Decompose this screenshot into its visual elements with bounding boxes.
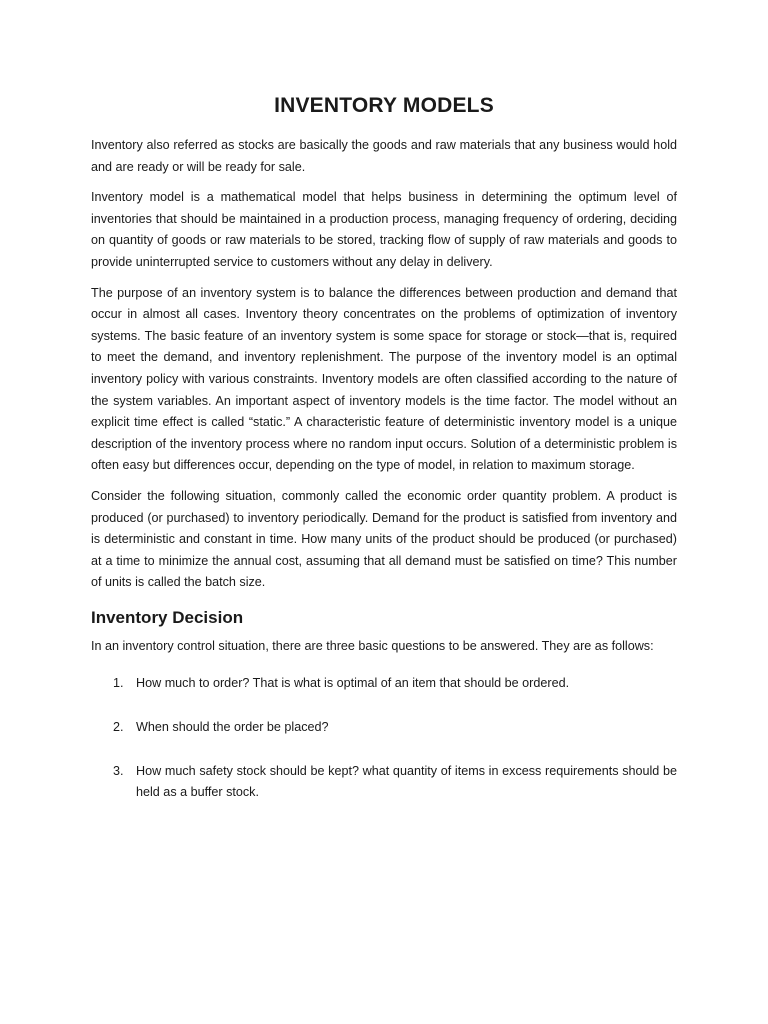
list-item-number: 2. <box>113 720 124 735</box>
paragraph-purpose: The purpose of an inventory system is to balance the differences between production and demand that occur in almost all cases. Inventory theory concentrates on the problems of optimization of inventory systems. The basic feature of an inventory system is some space for storage or stock—that is, required to meet the demand, and inventory replenishment. The purpose of the inventory model is an optimal inventory policy with various constraints. Inventory models are often classified according to the nature of the system variables. An important aspect of inventory models is the time factor. The model without an explicit time effect is called “static.” A characteristic feature of deterministic inventory model is a unique description of the inventory process where no random input occurs. Solution of a deterministic problem is often easy but differences occur, depending on the type of model, in relation to maximum storage. <box>91 285 677 473</box>
list-item <box>91 717 677 739</box>
questions-list <box>91 673 677 803</box>
paragraph-eoq: Consider the following situation, commonly called the economic order quantity problem. A product is produced (or purchased) to inventory periodically. Demand for the product is satisfied from inventory and is deterministic and constant in time. How many units of the product should be produced (or purchased) at a time to minimize the annual cost, assuming that all demand must be satisfied on time? This number of units is called the batch size. <box>91 488 677 590</box>
list-item <box>91 673 677 695</box>
section-intro: In an inventory control situation, there are three basic questions to be answered. They are as follows: <box>91 638 654 653</box>
list-item-text: When should the order be placed? <box>136 720 329 735</box>
page-title: INVENTORY MODELS <box>274 94 494 117</box>
paragraph-intro: Inventory also referred as stocks are basically the goods and raw materials that any business would hold and are ready or will be ready for sale. <box>91 138 677 174</box>
paragraph-inventory-model: Inventory model is a mathematical model that helps business in determining the optimum level of inventories that should be maintained in a production process, managing frequency of ordering, deciding on quantity of goods or raw materials to be stored, tracking flow of supply of raw materials and goods to provide uninterrupted service to customers without any delay in delivery. <box>91 190 677 269</box>
section-heading: Inventory Decision <box>91 607 244 627</box>
list-item-number: 1. <box>113 676 124 691</box>
list-item-text: How much to order? That is what is optimal of an item that should be ordered. <box>136 676 570 691</box>
list-item-text: How much safety stock should be kept? what quantity of items in excess requirements should be held as a buffer stock. <box>136 763 677 800</box>
list-item-number: 3. <box>113 763 124 778</box>
list-item <box>91 761 677 804</box>
